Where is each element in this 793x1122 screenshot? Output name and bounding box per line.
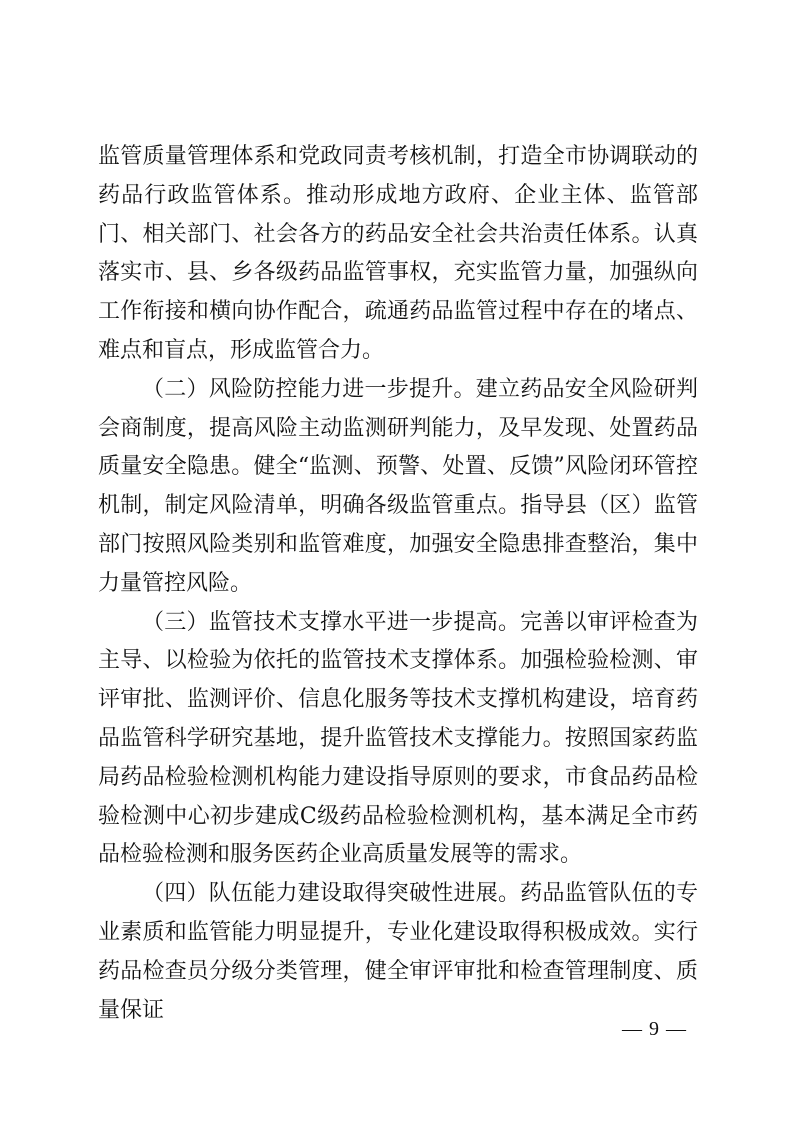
document-body [98, 138, 698, 1030]
paragraph-risk-control: （二）风险防控能力进一步提升。建立药品安全风险研判会商制度，提高风险主动监测研判能力，及早发现、处置药品质量安全隐患。健全“监测、预警、处置、反馈”风险闭环管控机制，制定风险清单，明确各级监管重点。指导县（区）监管部门按照风险类别和监管难度，加强安全隐患排查整治，集中力量管控风险。 [98, 376, 698, 596]
paragraph-continuation: 监管质量管理体系和党政同责考核机制，打造全市协调联动的药品行政监管体系。推动形成地方政府、企业主体、监管部门、相关部门、社会各方的药品安全社会共治责任体系。认真落实市、县、乡各级药品监管事权，充实监管力量，加强纵向工作衔接和横向协作配合，疏通药品监管过程中存在的堵点、难点和盲点，形成监管合力。 [98, 144, 698, 363]
paragraph-technical-support: （三）监管技术支撑水平进一步提高。完善以审评检查为主导、以检验为依托的监管技术支撑体系。加强检验检测、审评审批、监测评价、信息化服务等技术支撑机构建设，培育药品监管科学研究基地，提升监管技术支撑能力。按照国家药监局药品检验检测机构能力建设指导原则的要求，市食品药品检验检测中心初步建成C级药品检验检测机构，基本满足全市药品检验检测和服务医药企业高质量发展等的需求。 [98, 609, 698, 868]
paragraph-team-building: （四）队伍能力建设取得突破性进展。药品监管队伍的专业素质和监管能力明显提升，专业化建设取得积极成效。实行药品检查员分级分类管理，健全审评审批和检查管理制度、质量保证 [98, 881, 698, 1023]
page-number: — 9 — [622, 1018, 687, 1040]
